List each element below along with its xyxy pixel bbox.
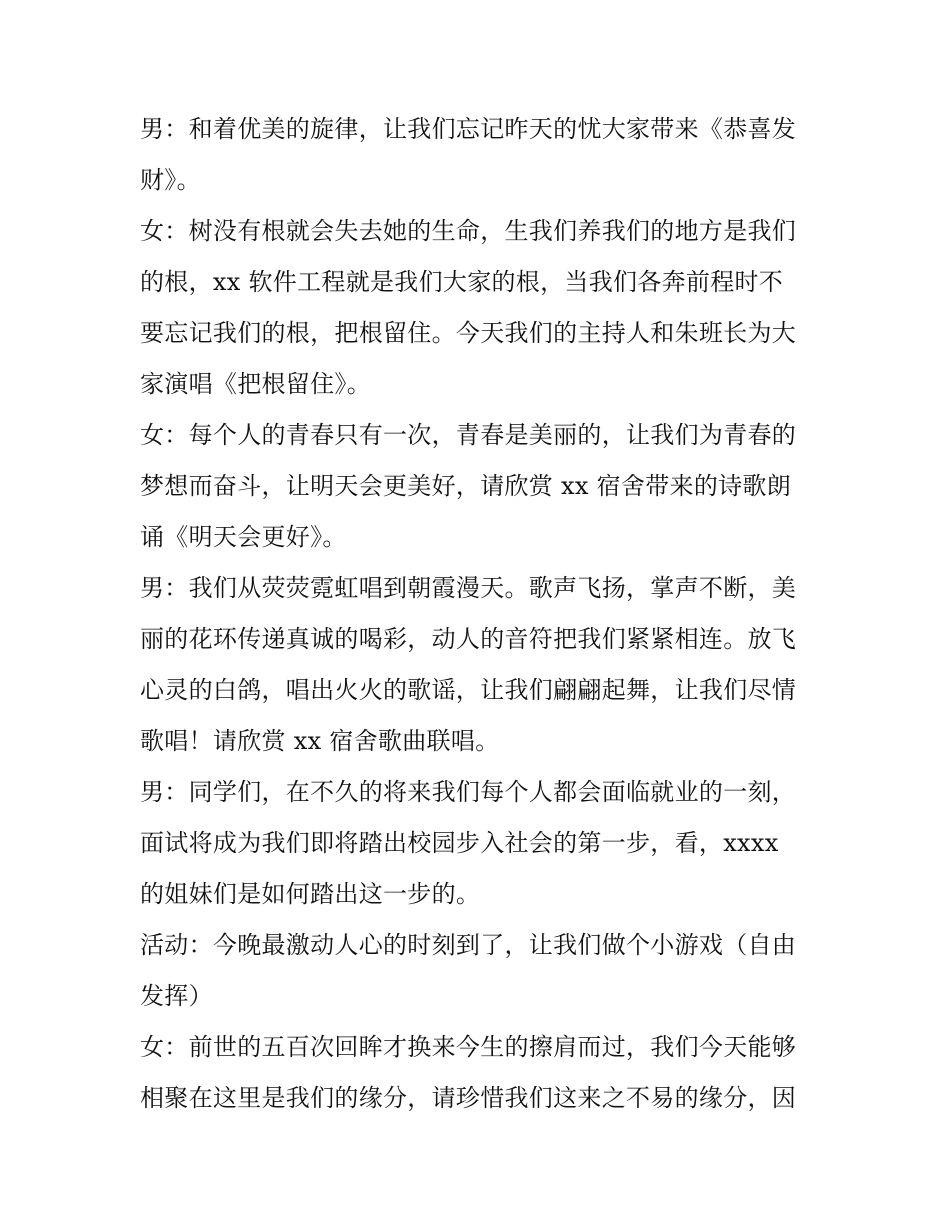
- text-line: 梦想而奋斗，让明天会更美好，请欣赏 xx 宿舍带来的诗歌朗: [140, 472, 792, 500]
- text-line: 歌唱！请欣赏 xx 宿舍歌曲联唱。: [140, 727, 500, 755]
- text-line: 男：我们从荧荧霓虹唱到朝霞漫天。歌声飞扬，掌声不断，美: [140, 574, 797, 602]
- text-line: 家演唱《把根留住》。: [140, 370, 371, 398]
- text-line: 丽的花环传递真诚的喝彩，动人的音符把我们紧紧相连。放飞: [140, 625, 797, 653]
- text-line: 女：每个人的青春只有一次，青春是美丽的，让我们为青春的: [140, 421, 797, 449]
- text-line: 发挥）: [140, 982, 213, 1010]
- text-line: 相聚在这里是我们的缘分，请珍惜我们这来之不易的缘分，因: [140, 1084, 797, 1112]
- text-line: 男：和着优美的旋律，让我们忘记昨天的忧大家带来《恭喜发: [140, 115, 797, 143]
- text-line: 面试将成为我们即将踏出校园步入社会的第一步，看，xxxx: [140, 829, 779, 857]
- text-line: 的姐妹们是如何踏出这一步的。: [140, 880, 481, 908]
- text-line: 要忘记我们的根，把根留住。今天我们的主持人和朱班长为大: [140, 319, 797, 347]
- text-line: 心灵的白鸽，唱出火火的歌谣，让我们翩翩起舞，让我们尽情: [140, 676, 797, 704]
- text-line: 女：树没有根就会失去她的生命，生我们养我们的地方是我们: [140, 217, 797, 245]
- text-line: 财》。: [140, 166, 201, 194]
- document-body: [140, 104, 830, 1124]
- text-line: 活动：今晚最激动人心的时刻到了，让我们做个小游戏（自由: [140, 931, 797, 959]
- text-line: 诵《明天会更好》。: [140, 523, 347, 551]
- text-line: 女：前世的五百次回眸才换来今生的擦肩而过，我们今天能够: [140, 1033, 797, 1061]
- text-line: 的根，xx 软件工程就是我们大家的根，当我们各奔前程时不: [140, 268, 784, 296]
- text-line: 男：同学们，在不久的将来我们每个人都会面临就业的一刻，: [140, 778, 797, 806]
